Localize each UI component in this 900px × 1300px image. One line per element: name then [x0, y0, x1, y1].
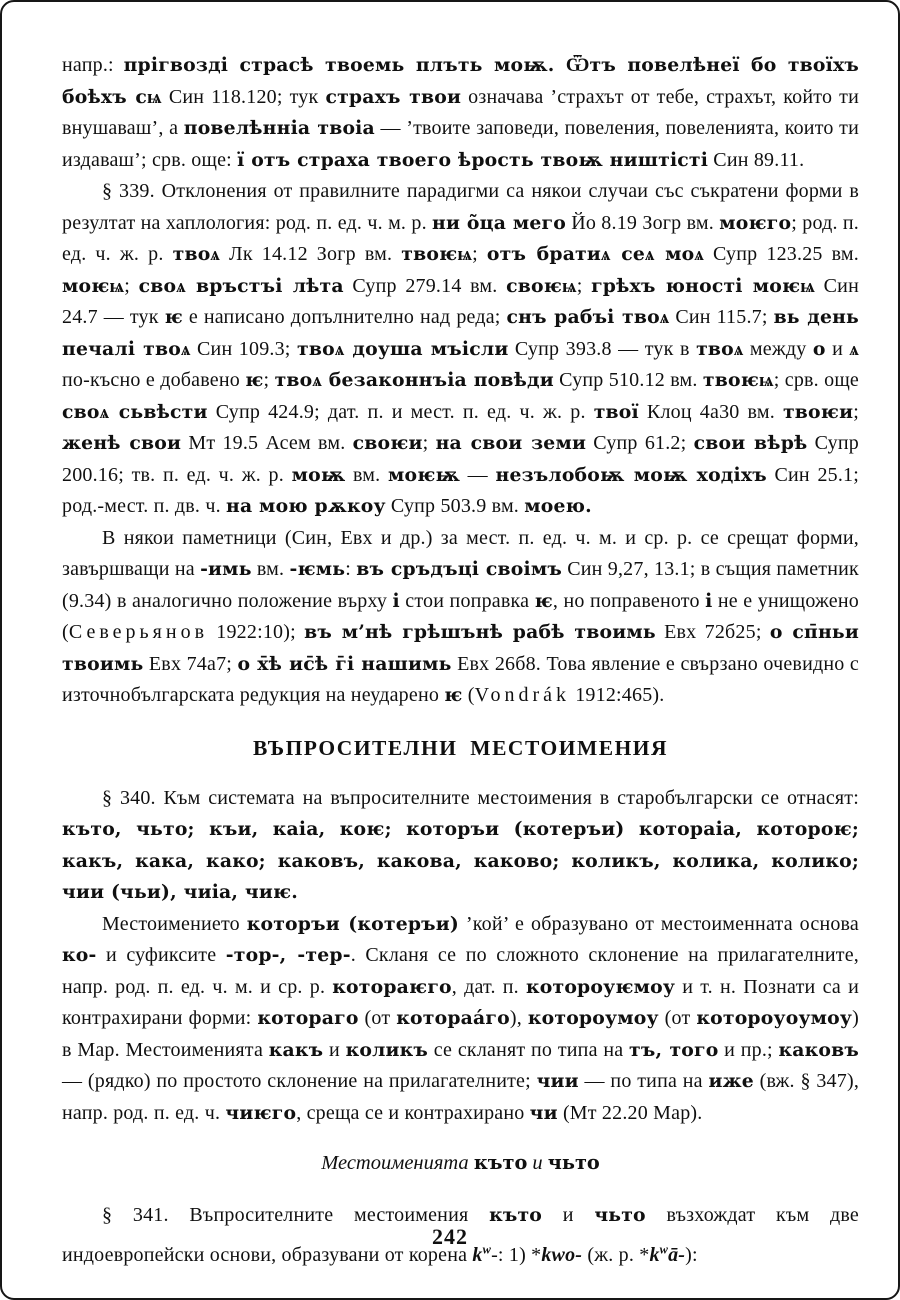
text-run: —	[460, 463, 496, 486]
text-run: . Скланя се по сложното склонение на прилагателните, напр. род. п. ед. ч. м. и ср. р.	[62, 944, 859, 998]
old-cyrillic-text-run: грѣхъ юності моѥѩ	[591, 274, 816, 297]
text-run: Местоимението	[102, 912, 247, 935]
old-cyrillic-text-run: ѥ	[534, 589, 553, 612]
text-run: и пр.;	[718, 1038, 779, 1061]
text-run: — ’твоите заповеди, повеления, повеленията, които ти издаваш’; срв. още:	[62, 117, 859, 171]
text-run: Супр 393.8 — тук в	[508, 337, 697, 360]
subsection-heading-kuto-chto	[62, 1151, 859, 1175]
text-run: Евх 72б25;	[655, 621, 770, 643]
text-run: k	[649, 1244, 660, 1266]
old-cyrillic-text-run: чии	[536, 1070, 579, 1092]
old-cyrillic-text-run: женѣ свои	[62, 432, 182, 454]
text-run: Син 89.11.	[708, 148, 805, 171]
text-run: § 341. Въпросителните местоимения	[102, 1204, 490, 1226]
text-run: -: 1) *	[491, 1244, 542, 1266]
text-run: вм.	[345, 463, 388, 486]
text-run: 1912:465).	[570, 684, 665, 706]
old-cyrillic-text-run: своѥи	[352, 432, 423, 454]
text-run: Vondrák	[474, 684, 571, 706]
old-cyrillic-text-run: моею.	[524, 495, 592, 517]
old-cyrillic-text-run: ѥ	[164, 306, 183, 328]
text-run: по-късно е добавено	[62, 369, 246, 391]
old-cyrillic-text-run: свои вѣрѣ	[693, 432, 808, 454]
paragraph-339	[62, 176, 859, 523]
text-run: :	[345, 558, 357, 580]
old-cyrillic-text-run: котороуѥмоу	[526, 975, 676, 998]
text-run: Евх 26б8. Това явление е свързано очевидно с източнобългарската редукция на неударено	[62, 652, 859, 706]
paragraph-continuation-examples	[62, 50, 859, 176]
old-cyrillic-text-run: і	[705, 589, 713, 612]
old-cyrillic-text-run: отъ братиѧ сеѧ моѧ	[486, 243, 704, 265]
paragraph-kotoryi	[62, 909, 859, 1130]
text-run: ;	[853, 400, 859, 423]
text-run: , среща се и контрахирано	[296, 1101, 530, 1124]
page-number: 242	[432, 1224, 468, 1249]
text-run: ; срв. още	[773, 369, 860, 391]
text-run: Клоц 4а30 вм.	[638, 400, 783, 423]
old-cyrillic-text-run: къто, чьто; къи, каіа, коѥ; которъи (котеръи) котораіа, котороѥ; какъ, кака, како; каковъ, какова, каково; коликъ, колика, колико; чии (чьи), чиіа, чиѥ.	[62, 818, 859, 903]
text-run: ; род. п. ед. ч. ж. р.	[62, 211, 859, 265]
old-cyrillic-text-run: твоѥи	[782, 400, 854, 423]
old-cyrillic-text-run: къто	[489, 1204, 543, 1226]
text-run: ;	[422, 432, 436, 454]
old-cyrillic-text-run: своѧ сьвѣсти	[62, 400, 208, 423]
text-run: Мт 19.5 Асем вм.	[181, 432, 353, 454]
old-cyrillic-text-run: ко-	[62, 944, 97, 966]
old-cyrillic-text-run: -ѥмь	[289, 558, 346, 580]
text-run: (от	[658, 1007, 697, 1029]
old-cyrillic-text-run: твоѧ	[172, 243, 221, 265]
text-run: § 339. Отклонения от правилните парадигми са някои случаи със съкратени форми в резултат на хаплология: род. п. ед. ч. м. р.	[62, 180, 859, 234]
old-cyrillic-text-run: -тор-, -тер-	[225, 944, 351, 966]
text-run: Местоименията	[321, 1152, 474, 1174]
text-block	[62, 50, 859, 1275]
text-run: Син 24.7 — тук	[62, 274, 859, 328]
text-run: и суфиксите	[96, 944, 226, 966]
text-run: w	[482, 1242, 492, 1257]
old-cyrillic-text-run: котораѥго	[332, 975, 452, 998]
old-cyrillic-text-run: на свои земи	[435, 432, 587, 454]
text-run: и	[527, 1152, 548, 1174]
text-run: Син 9,27, 13.1; в същия паметник (9.34) в аналогично положение върху	[62, 558, 859, 612]
text-run: ;	[124, 274, 139, 297]
text-run: (от	[358, 1007, 397, 1029]
old-cyrillic-text-run: котораа́го	[396, 1007, 510, 1029]
old-cyrillic-text-run: прігвозді страсѣ твоемь плъть моѭ. Ѿтъ повелѣнеї бо твоїхъ боѣхъ сѩ	[62, 54, 859, 108]
old-cyrillic-text-run: котороуоумоу	[696, 1007, 853, 1029]
text-run: и т. н. Познати са и контрахирани форми:	[62, 975, 859, 1029]
text-run: ) в Мар. Местоименията	[62, 1007, 859, 1061]
old-cyrillic-text-run: ѥ	[245, 369, 264, 391]
text-run: Северьянов	[68, 621, 209, 643]
text-run: (Мт 22.20 Мар).	[557, 1101, 703, 1124]
text-run: k	[472, 1244, 483, 1266]
old-cyrillic-text-run: къто	[473, 1151, 528, 1174]
old-cyrillic-text-run: моѥѩ	[62, 274, 125, 297]
text-run: Син 115.7;	[669, 306, 774, 328]
text-run: между	[743, 337, 813, 360]
paragraph-monuments	[62, 523, 859, 712]
text-run: В някои паметници (Син, Евх и др.) за мест. п. ед. ч. м. и ср. р. се срещат форми, завършващи на	[62, 526, 859, 580]
text-run: (ж. р. *	[582, 1244, 650, 1266]
old-cyrillic-text-run: чиѥго	[225, 1101, 297, 1124]
old-cyrillic-text-run: ѥ	[444, 684, 463, 706]
text-run: ),	[509, 1007, 528, 1029]
text-run: ;	[263, 369, 275, 391]
text-run: ):	[685, 1244, 698, 1266]
old-cyrillic-text-run: каковъ	[778, 1038, 859, 1061]
text-run: означава ’страхът от тебе, страхът, който ти внушаваш’, а	[62, 85, 860, 139]
old-cyrillic-text-run: своѧ връстъі лѣта	[138, 274, 344, 297]
old-cyrillic-text-run: твоѧ	[696, 337, 744, 360]
old-cyrillic-text-run: ї отъ страха твоего ѣрость твоѭ ништісті	[237, 148, 709, 171]
text-run: се скланят по типа на	[428, 1038, 630, 1061]
old-cyrillic-text-run: моѥго	[719, 211, 792, 234]
old-cyrillic-text-run: своѥѩ	[506, 274, 577, 297]
old-cyrillic-text-run: тъ, того	[629, 1038, 719, 1061]
old-cyrillic-text-run: о сп̄ньи твоимь	[62, 621, 859, 675]
text-run: (вж. § 347), напр. род. п. ед. ч.	[62, 1070, 860, 1124]
paragraph-340	[62, 783, 859, 909]
text-run: ā-	[668, 1244, 686, 1266]
old-cyrillic-text-run: о	[812, 337, 826, 360]
text-run: е написано допълнително над реда;	[182, 306, 507, 328]
text-run: § 340. Към системата на въпросителните местоимения в старобългарски се отнасят:	[102, 786, 859, 809]
old-cyrillic-text-run: твої	[593, 400, 639, 423]
text-run: 1922:10);	[208, 621, 305, 643]
old-cyrillic-text-run: иже	[708, 1070, 754, 1092]
text-run: Син 109.3;	[190, 337, 297, 360]
old-cyrillic-text-run: твоѧ доуша мъісли	[297, 337, 509, 360]
text-run: вм.	[251, 558, 290, 580]
text-run: Супр 279.14 вм.	[343, 274, 507, 297]
old-cyrillic-text-run: вь день печалі твоѧ	[62, 306, 859, 360]
text-run: и	[323, 1038, 346, 1061]
old-cyrillic-text-run: снъ рабъі твоѧ	[506, 306, 670, 328]
old-cyrillic-text-run: моѥѭ	[387, 463, 461, 486]
old-cyrillic-text-run: твоѥѩ	[702, 369, 774, 391]
text-run: kwo-	[541, 1244, 583, 1266]
old-cyrillic-text-run: на мою рѫкоу	[226, 495, 386, 517]
text-run: ;	[472, 243, 487, 265]
text-run: Супр 424.9; дат. п. и мест. п. ед. ч. ж. р.	[207, 400, 594, 423]
text-run: Йо 8.19 Зогр вм.	[565, 211, 720, 234]
text-run: (	[462, 684, 475, 706]
text-run: и	[542, 1204, 595, 1226]
text-run: напр.:	[62, 54, 124, 76]
old-cyrillic-text-run: коликъ	[345, 1038, 429, 1061]
text-run: не е унищожено (	[62, 589, 859, 643]
old-cyrillic-text-run: о х̄ѣ ис̄ѣ г̄і нашимь	[237, 652, 452, 675]
text-run: възхождат към две индоевропейски основи, образувани от корена	[62, 1204, 859, 1266]
old-cyrillic-text-run: въ сръдъці своімъ	[356, 558, 562, 580]
text-run: Супр 123.25 вм.	[703, 243, 859, 265]
text-run: Супр 200.16; тв. п. ед. ч. ж. р.	[62, 432, 859, 486]
old-cyrillic-text-run: незълобоѭ моѭ ходіхъ	[495, 463, 767, 486]
text-run: Евх 74а7;	[143, 652, 238, 675]
old-cyrillic-text-run: страхъ твои	[325, 85, 462, 108]
old-cyrillic-text-run: моѭ	[291, 463, 346, 486]
text-run: Супр 61.2;	[586, 432, 694, 454]
text-run: — (рядко) по простото склонение на прилагателните;	[62, 1070, 537, 1092]
text-run: стои поправка	[399, 589, 535, 612]
old-cyrillic-text-run: котороумоу	[527, 1007, 659, 1029]
old-cyrillic-text-run: чи	[529, 1101, 558, 1124]
text-run: — по типа на	[578, 1070, 709, 1092]
old-cyrillic-text-run: чьто	[594, 1204, 646, 1226]
text-run: Син 118.120; тук	[161, 85, 326, 108]
old-cyrillic-text-run: твоѥѩ	[401, 243, 473, 265]
text-run: Лк 14.12 Зогр вм.	[220, 243, 402, 265]
text-run: ;	[576, 274, 592, 297]
old-cyrillic-text-run: чьто	[547, 1151, 600, 1174]
text-run: , дат. п.	[451, 975, 526, 998]
text-run: Супр 503.9 вм.	[385, 495, 525, 517]
old-cyrillic-text-run: котораго	[257, 1007, 359, 1029]
old-cyrillic-text-run: твоѧ безаконнъіа повѣди	[274, 369, 554, 391]
old-cyrillic-text-run: повелѣнніа твоіа	[183, 117, 375, 139]
old-cyrillic-text-run: ѧ	[849, 337, 859, 360]
text-run: , но поправеното	[552, 589, 706, 612]
text-run: Супр 510.12 вм.	[553, 369, 703, 391]
old-cyrillic-text-run: ни о̃ца мего	[432, 211, 566, 234]
text-run: Син 25.1; род.-мест. п. дв. ч.	[62, 463, 859, 517]
old-cyrillic-text-run: і	[392, 589, 400, 612]
section-heading-interrogative-pronouns: ВЪПРОСИТЕЛНИ МЕСТОИМЕНИЯ	[252, 735, 669, 760]
text-run: w	[659, 1242, 669, 1257]
text-run: и	[825, 337, 850, 360]
text-run: ’кой’ е образувано от местоименната основа	[459, 912, 859, 935]
old-cyrillic-text-run: которъи (котеръи)	[246, 912, 460, 935]
old-cyrillic-text-run: -имь	[200, 558, 252, 580]
old-cyrillic-text-run: въ м’нѣ грѣшънѣ рабѣ твоимь	[304, 621, 656, 643]
old-cyrillic-text-run: какъ	[268, 1038, 324, 1061]
